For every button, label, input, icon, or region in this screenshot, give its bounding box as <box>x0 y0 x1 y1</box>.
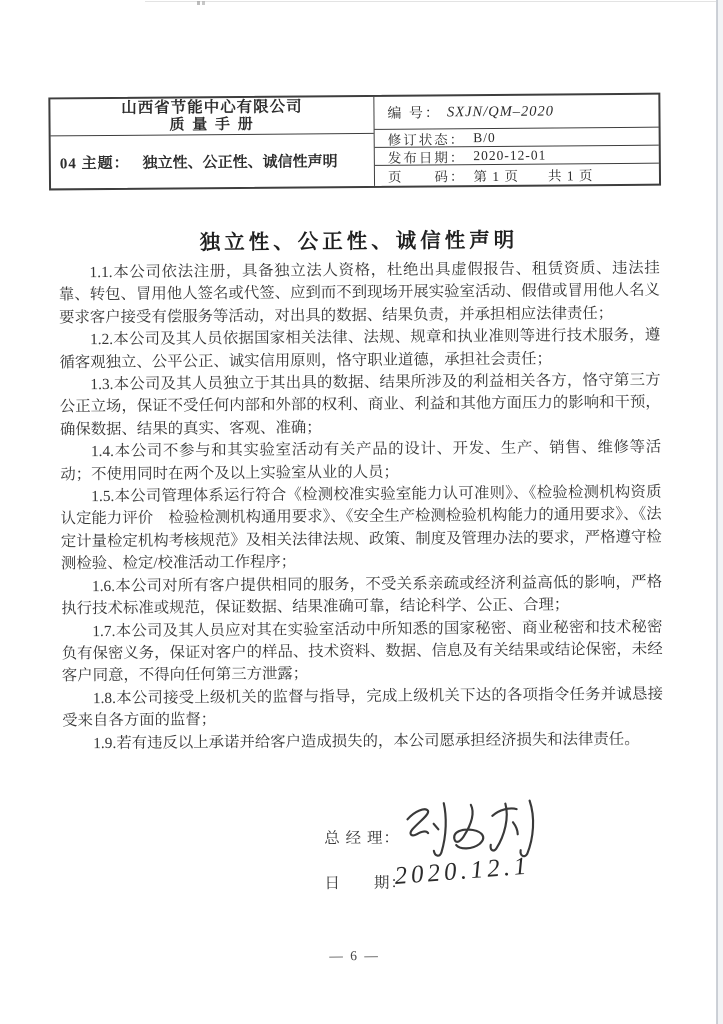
date-label: 日 期： <box>324 874 408 893</box>
doc-number-label: 编 号： <box>387 106 442 122</box>
declaration-body <box>59 258 664 756</box>
declaration-clause-4: 1.4.本公司不参与和其实验室活动有关产品的设计、开发、生产、销售、维修等活动；不使用同时在两个及以上实验室从业的人员； <box>60 438 662 484</box>
subject-label: 04 主题： <box>59 155 130 172</box>
declaration-clause-6: 1.6.本公司对所有客户提供相同的服务，不受关系亲疏或经济利益高低的影响，严格执行技术标准或规范，保证数据、结果准确可靠，结论科学、公正、合理； <box>61 573 663 618</box>
declaration-clause-3: 1.3.本公司及其人员独立于其出具的数据、结果所涉及的利益相关各方，恪守第三方公正立场，保证不受任何内部和外部的权利、商业、利益和其他方面压力的影响和干预，确保数据、结果的真实、客观、准确； <box>59 371 661 439</box>
header-table-left-column <box>50 97 375 189</box>
header-table-right-column <box>374 95 659 186</box>
declaration-clause-9: 1.9.若有违反以上承诺并给客户造成损失的，本公司愿承担经济损失和法律责任。 <box>93 730 640 752</box>
revision-label: 修订状态： <box>387 131 466 148</box>
company-header-cell <box>50 97 373 137</box>
document-title: 独立性、公正性、诚信性声明 <box>199 229 519 255</box>
page-number-value: 第 1 页 共 1 页 <box>473 168 594 185</box>
page-number-cell <box>375 164 659 186</box>
manual-title: 质 量 手 册 <box>169 116 255 133</box>
company-name: 山西省节能中心有限公司 <box>121 98 303 117</box>
revision-cell <box>375 128 659 148</box>
doc-number-value: SXJN/QM–2020 <box>446 102 555 120</box>
doc-number-cell <box>374 95 658 130</box>
subject-cell <box>51 134 374 189</box>
subject-value: 独立性、公正性、诚信性声明 <box>142 153 338 172</box>
declaration-clause-1: 1.1.本公司依法注册，具备独立法人资格，杜绝出具虚假报告、租赁资质、违法挂靠、转包、冒用他人签名或代签、应到而不到现场开展实验室活动、假借或冒用他人名义要求客户接受有偿服务等活动，对出具的数据、结果负责，并承担相应法律责任； <box>58 259 660 327</box>
footer-page-number: — 6 — <box>329 947 380 964</box>
revision-value: B/0 <box>473 129 496 145</box>
declaration-clause-7: 1.7.本公司及其人员应对其在实验室活动中所知悉的国家秘密、商业秘密和技术秘密负有保密义务，保证对客户的样品、技术资料、数据、信息及有关结果或结论保密，未经客户同意，不得向任何第三方泄露； <box>61 618 663 685</box>
issue-date-value: 2020-12-01 <box>473 147 547 163</box>
handwritten-date: 2020.12.1 <box>393 852 532 890</box>
general-manager-label: 总 经 理： <box>324 829 400 848</box>
declaration-clause-5: 1.5.本公司管理体系运行符合《检测校准实验室能力认可准则》、《检验检测机构资质认定能力评价 检验检测机构通用要求》、《安全生产检测检验机构能力的通用要求》、《法定计量检定机构考核规范》及相关法律法规、政策、制度及管理办法的要求，严格遵守检测检验、检定/校准活动工作程序； <box>60 483 662 573</box>
issue-date-cell <box>375 146 659 166</box>
page-number-label: 页 码： <box>387 169 466 185</box>
issue-date-label: 发布日期： <box>387 149 466 166</box>
declaration-clause-8: 1.8.本公司接受上级机关的监督与指导，完成上级机关下达的各项指令任务并诚恳接受来自各方面的监督； <box>62 685 664 730</box>
header-table <box>48 93 661 191</box>
declaration-clause-2: 1.2.本公司及其人员依据国家相关法律、法规、规章和执业准则等进行技术服务，遵循客观独立、公平公正、诚实信用原则，恪守职业道德，承担社会责任； <box>59 326 661 371</box>
